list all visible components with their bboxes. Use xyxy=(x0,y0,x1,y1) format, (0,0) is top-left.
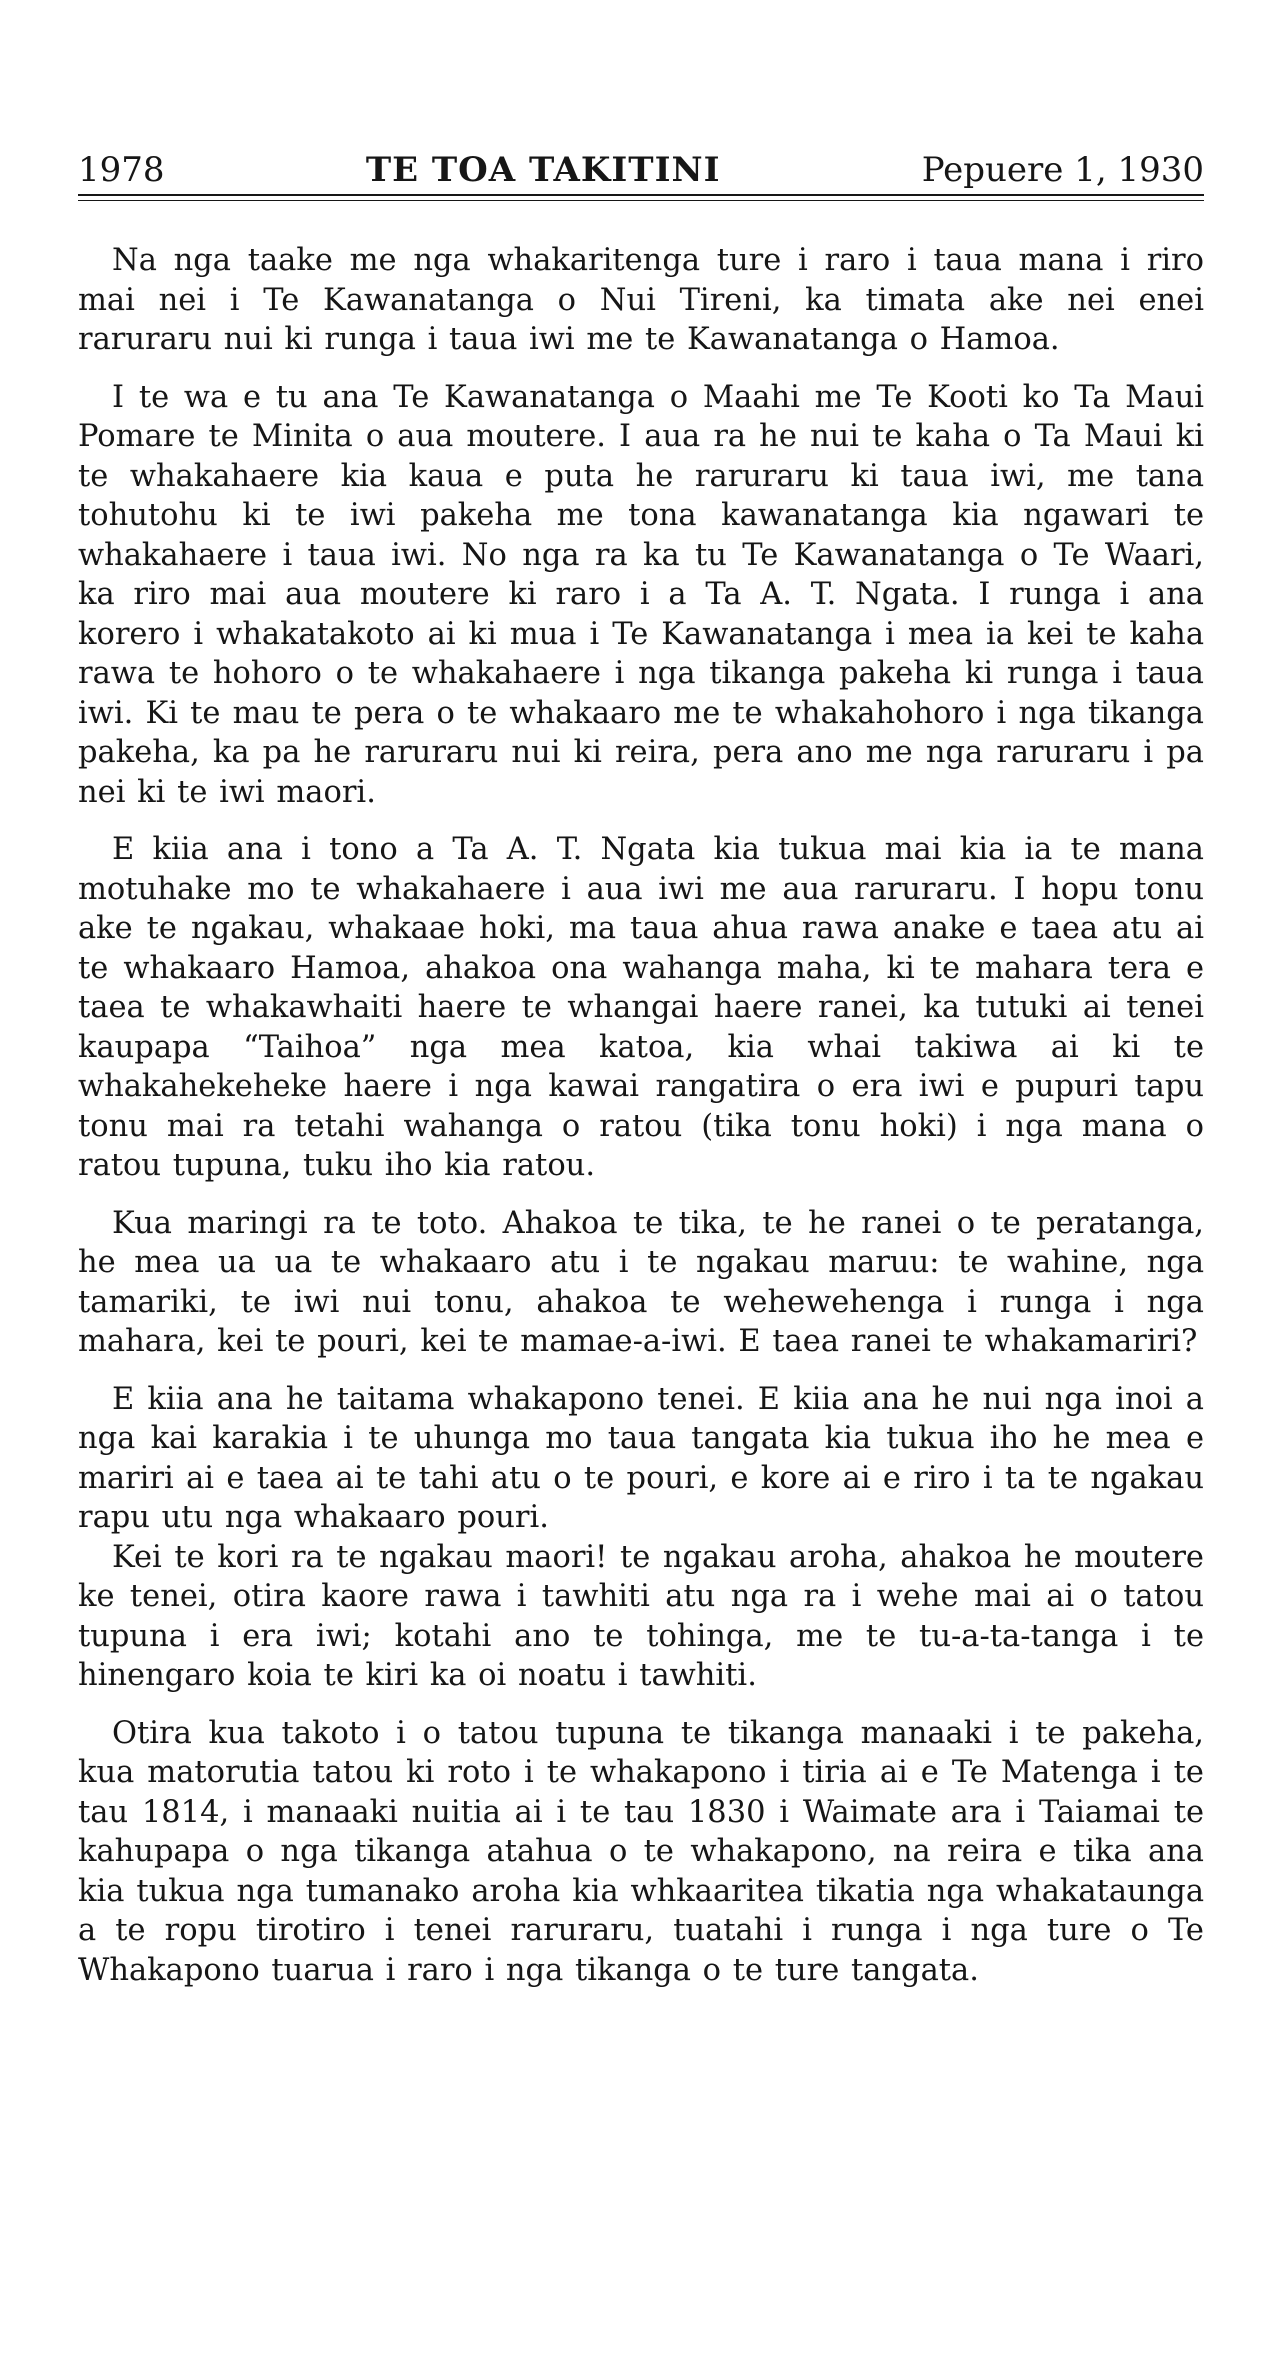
paragraph-3: E kiia ana i tono a Ta A. T. Ngata kia tukua mai kia ia te mana motuhake mo te whakahaere i aua iwi me aua raruraru. I hopu tonu ake te ngakau, whakaae hoki, ma taua ahua rawa anake e taea atu ai te whakaaro Hamoa, ahakoa ona wahanga maha, ki te mahara tera e taea te whakawhaiti haere te whangai haere ranei, ka tutuki ai tenei kaupapa “Taihoa” nga mea katoa, kia whai takiwa ai ki te whakahekeheke haere i nga kawai rangatira o era iwi e pupuri tapu tonu mai ra tetahi wahanga o ratou (tika tonu hoki) i nga mana o ratou tupuna, tuku iho kia ratou. xyxy=(78,832,1204,1183)
document-page xyxy=(78,150,1204,2008)
page-number: 1978 xyxy=(78,150,165,190)
header-rule xyxy=(78,194,1204,201)
paragraph-4: Kua maringi ra te toto. Ahakoa te tika, te he ranei o te peratanga, he mea ua ua te whakaaro atu i te ngakau maruu: te wahine, nga tamariki, te iwi nui tonu, ahakoa te wehewehenga i runga i nga mahara, kei te pouri, kei te mamae-a-iwi. E taea ranei te whakamariri? xyxy=(78,1205,1204,1359)
paragraph-2: I te wa e tu ana Te Kawanatanga o Maahi me Te Kooti ko Ta Maui Pomare te Minita o aua moutere. I aua ra he nui te kaha o Ta Maui ki te whakahaere kia kaua e puta he raruraru ki taua iwi, me tana tohutohu ki te iwi pakeha me tona kawanatanga kia ngawari te whakahaere i taua iwi. No nga ra ka tu Te Kawanatanga o Te Waari, ka riro mai aua moutere ki raro i a Ta A. T. Ngata. I runga i ana korero i whakatakoto ai ki mua i Te Kawanatanga i mea ia kei te kaha rawa te hohoro o te whakahaere i nga tikanga pakeha ki runga i taua iwi. Ki te mau te pera o te whakaaro me te whakahohoro i nga tikanga pakeha, ka pa he raruraru nui ki reira, pera ano me nga raruraru i pa nei ki te iwi maori. xyxy=(78,379,1204,810)
paragraph-6: Kei te kori ra te ngakau maori! te ngakau aroha, ahakoa he moutere ke tenei, otira kaore rawa i tawhiti atu nga ra i wehe mai ai o tatou tupuna i era iwi; kotahi ano te tohinga, me te tu-a-ta-tanga i te hinengaro koia te kiri ka oi noatu i tawhiti. xyxy=(78,1539,1204,1693)
paragraph-1: Na nga taake me nga whakaritenga ture i raro i taua mana i riro mai nei i Te Kawanatanga o Nui Tireni, ka timata ake nei enei raruraru nui ki runga i taua iwi me te Kawanatanga o Hamoa. xyxy=(78,243,1204,357)
paragraph-5: E kiia ana he taitama whakapono tenei. E kiia ana he nui nga inoi a nga kai karakia i te uhunga mo taua tangata kia tukua iho he mea e mariri ai e taea ai te tahi atu o te pouri, e kore ai e riro i ta te ngakau rapu utu nga whakaaro pouri. xyxy=(78,1381,1204,1535)
paragraph-7: Otira kua takoto i o tatou tupuna te tikanga manaaki i te pakeha, kua matorutia tatou ki roto i te whakapono i tiria ai e Te Matenga i te tau 1814, i manaaki nuitia ai i te tau 1830 i Waimate ara i Taiamai te kahupapa o nga tikanga atahua o te whakapono, na reira e tika ana kia tukua nga tumanako aroha kia whkaaritea tikatia nga whakataunga a te ropu tirotiro i tenei raruraru, tuatahi i runga i nga ture o Te Whakapono tuarua i raro i nga tikanga o te ture tangata. xyxy=(78,1715,1204,1988)
publication-title: TE TOA TAKITINI xyxy=(365,150,721,190)
issue-date: Pepuere 1, 1930 xyxy=(921,150,1204,190)
page-header xyxy=(78,150,1204,194)
